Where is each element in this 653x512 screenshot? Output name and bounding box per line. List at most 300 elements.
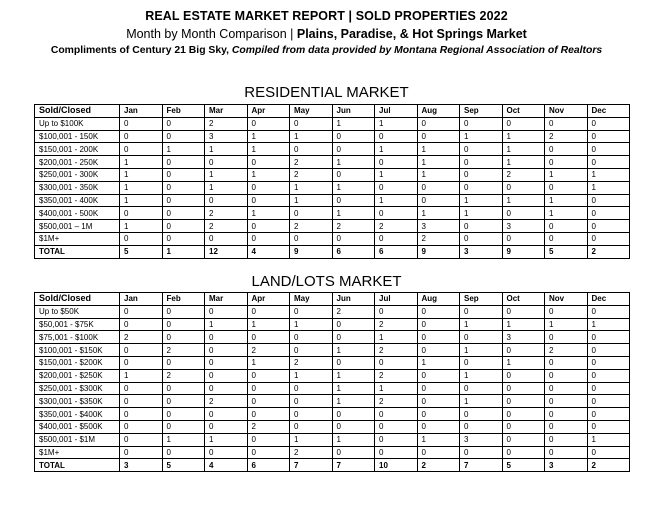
table-row <box>35 220 630 233</box>
value-cell: 1 <box>545 168 588 181</box>
value-cell: 0 <box>120 408 163 421</box>
value-cell: 0 <box>460 420 503 433</box>
value-cell: 1 <box>120 156 163 169</box>
table-row <box>35 156 630 169</box>
value-cell: 0 <box>587 408 630 421</box>
value-cell: 0 <box>205 344 248 357</box>
value-cell: 0 <box>460 220 503 233</box>
value-cell: 1 <box>417 433 460 446</box>
value-cell: 0 <box>587 143 630 156</box>
value-cell: 0 <box>545 232 588 245</box>
value-cell: 1 <box>545 318 588 331</box>
value-cell: 0 <box>247 232 290 245</box>
value-cell: Aug <box>417 105 460 118</box>
value-cell: 0 <box>120 356 163 369</box>
value-cell: 1 <box>332 181 375 194</box>
value-cell: 2 <box>332 220 375 233</box>
value-cell: 0 <box>332 446 375 459</box>
table-row <box>35 369 630 382</box>
table-row <box>35 446 630 459</box>
table-row <box>35 356 630 369</box>
value-cell: 7 <box>290 459 333 472</box>
value-cell: 0 <box>120 305 163 318</box>
value-cell: 0 <box>205 305 248 318</box>
value-cell: 5 <box>545 245 588 258</box>
value-cell: 0 <box>460 168 503 181</box>
value-cell: 3 <box>205 130 248 143</box>
value-cell: 0 <box>332 194 375 207</box>
value-cell: Apr <box>247 105 290 118</box>
value-cell: 0 <box>162 356 205 369</box>
value-cell: 2 <box>375 395 418 408</box>
value-cell: 0 <box>290 331 333 344</box>
value-cell: 5 <box>120 245 163 258</box>
table-row <box>35 117 630 130</box>
value-cell: 1 <box>545 194 588 207</box>
credit-source: Compiled from data provided by Montana Regional Association of Realtors <box>231 45 603 56</box>
value-cell: 2 <box>205 395 248 408</box>
value-cell: 5 <box>502 459 545 472</box>
row-label-cell: $1M+ <box>35 446 120 459</box>
row-label-cell: $500,001 – 1M <box>35 220 120 233</box>
value-cell: 2 <box>290 168 333 181</box>
value-cell: 0 <box>545 420 588 433</box>
value-cell: 0 <box>120 395 163 408</box>
table-row <box>35 395 630 408</box>
value-cell: 1 <box>332 207 375 220</box>
value-cell: 1 <box>502 194 545 207</box>
value-cell: 1 <box>162 245 205 258</box>
value-cell: 0 <box>332 318 375 331</box>
value-cell: 1 <box>375 117 418 130</box>
value-cell: 0 <box>417 318 460 331</box>
value-cell: 1 <box>247 130 290 143</box>
value-cell: 0 <box>587 220 630 233</box>
value-cell: 0 <box>120 420 163 433</box>
value-cell: 2 <box>162 369 205 382</box>
value-cell: 9 <box>502 245 545 258</box>
value-cell: 0 <box>162 130 205 143</box>
value-cell: 0 <box>460 156 503 169</box>
value-cell: 2 <box>375 318 418 331</box>
value-cell: 0 <box>205 156 248 169</box>
value-cell: 0 <box>545 331 588 344</box>
value-cell: Jan <box>120 105 163 118</box>
report-title: REAL ESTATE MARKET REPORT | SOLD PROPERTIES 2022 <box>145 9 508 23</box>
residential-table <box>34 104 630 259</box>
value-cell: 1 <box>502 318 545 331</box>
value-cell: 2 <box>375 369 418 382</box>
header-row <box>35 293 630 306</box>
value-cell: 0 <box>332 143 375 156</box>
row-label-cell: $100,001 - 150K <box>35 130 120 143</box>
value-cell: 2 <box>162 344 205 357</box>
value-cell: 1 <box>417 143 460 156</box>
value-cell: Jul <box>375 293 418 306</box>
value-cell: 0 <box>417 130 460 143</box>
value-cell: 0 <box>545 156 588 169</box>
value-cell: 12 <box>205 245 248 258</box>
row-label-cell: $400,001 - $500K <box>35 420 120 433</box>
table-row <box>35 408 630 421</box>
value-cell: 0 <box>332 331 375 344</box>
value-cell: 0 <box>417 344 460 357</box>
table-row <box>35 207 630 220</box>
value-cell: 0 <box>417 446 460 459</box>
value-cell: 2 <box>375 220 418 233</box>
land-section-title: LAND/LOTS MARKET <box>251 273 402 290</box>
value-cell: 0 <box>417 369 460 382</box>
table-row <box>35 344 630 357</box>
row-label-cell: TOTAL <box>35 245 120 258</box>
value-cell: 2 <box>205 117 248 130</box>
value-cell: 0 <box>502 433 545 446</box>
value-cell: 3 <box>417 220 460 233</box>
value-cell: 0 <box>502 395 545 408</box>
row-label-cell: $1M+ <box>35 232 120 245</box>
value-cell: 1 <box>460 207 503 220</box>
value-cell: 1 <box>417 207 460 220</box>
row-label-cell: $150,001 - $200K <box>35 356 120 369</box>
value-cell: 0 <box>247 117 290 130</box>
value-cell: 0 <box>162 420 205 433</box>
value-cell: 0 <box>247 156 290 169</box>
table-row <box>35 143 630 156</box>
value-cell: 0 <box>162 194 205 207</box>
value-cell: 3 <box>545 459 588 472</box>
value-cell: 0 <box>545 433 588 446</box>
value-cell: Oct <box>502 105 545 118</box>
value-cell: 1 <box>290 194 333 207</box>
value-cell: Apr <box>247 293 290 306</box>
value-cell: 1 <box>375 143 418 156</box>
value-cell: 2 <box>290 446 333 459</box>
value-cell: 1 <box>375 168 418 181</box>
value-cell: 0 <box>332 356 375 369</box>
value-cell: 0 <box>162 382 205 395</box>
value-cell: 0 <box>162 446 205 459</box>
table-row <box>35 130 630 143</box>
value-cell: 0 <box>460 408 503 421</box>
report-credit <box>0 45 653 56</box>
row-label-cell: $500,001 - $1M <box>35 433 120 446</box>
value-cell: Sep <box>460 105 503 118</box>
value-cell: 0 <box>332 408 375 421</box>
row-label-cell: $75,001 - $100K <box>35 331 120 344</box>
value-cell: 1 <box>247 168 290 181</box>
value-cell: 0 <box>162 232 205 245</box>
value-cell: 1 <box>290 433 333 446</box>
value-cell: 1 <box>162 143 205 156</box>
table-row <box>35 168 630 181</box>
row-label-cell: $100,001 - $150K <box>35 344 120 357</box>
value-cell: 9 <box>290 245 333 258</box>
value-cell: 1 <box>417 156 460 169</box>
value-cell: 1 <box>332 117 375 130</box>
value-cell: 0 <box>375 356 418 369</box>
value-cell: 0 <box>545 305 588 318</box>
value-cell: 1 <box>502 356 545 369</box>
value-cell: 0 <box>587 420 630 433</box>
value-cell: 2 <box>587 459 630 472</box>
value-cell: 0 <box>120 433 163 446</box>
value-cell: 0 <box>502 408 545 421</box>
value-cell: 0 <box>587 369 630 382</box>
value-cell: 0 <box>247 331 290 344</box>
table-row <box>35 194 630 207</box>
table-row <box>35 433 630 446</box>
total-row <box>35 245 630 258</box>
value-cell: 0 <box>502 207 545 220</box>
value-cell: 0 <box>375 156 418 169</box>
value-cell: 0 <box>205 420 248 433</box>
value-cell: Mar <box>205 293 248 306</box>
value-cell: Dec <box>587 105 630 118</box>
table-row <box>35 232 630 245</box>
value-cell: 0 <box>247 382 290 395</box>
value-cell: 1 <box>587 433 630 446</box>
value-cell: 1 <box>332 433 375 446</box>
value-cell: 1 <box>290 369 333 382</box>
value-cell: 4 <box>205 459 248 472</box>
value-cell: 0 <box>417 181 460 194</box>
value-cell: 0 <box>120 344 163 357</box>
value-cell: 0 <box>502 420 545 433</box>
value-cell: 0 <box>162 331 205 344</box>
value-cell: 0 <box>375 130 418 143</box>
value-cell: 5 <box>162 459 205 472</box>
total-row <box>35 459 630 472</box>
value-cell: 1 <box>247 318 290 331</box>
value-cell: 2 <box>587 245 630 258</box>
value-cell: 1 <box>120 181 163 194</box>
value-cell: Jun <box>332 105 375 118</box>
value-cell: 0 <box>375 433 418 446</box>
value-cell: 0 <box>205 369 248 382</box>
value-cell: 0 <box>247 395 290 408</box>
value-cell: 6 <box>332 245 375 258</box>
value-cell: 0 <box>162 395 205 408</box>
row-label-cell: $300,001 - 350K <box>35 181 120 194</box>
value-cell: 1 <box>162 433 205 446</box>
value-cell: 0 <box>545 143 588 156</box>
value-cell: 0 <box>460 143 503 156</box>
value-cell: 0 <box>290 305 333 318</box>
value-cell: 0 <box>545 446 588 459</box>
table-row <box>35 420 630 433</box>
row-label-cell: Up to $100K <box>35 117 120 130</box>
value-cell: 2 <box>247 344 290 357</box>
value-cell: 1 <box>120 220 163 233</box>
value-cell: 1 <box>332 344 375 357</box>
value-cell: 0 <box>247 305 290 318</box>
value-cell: 0 <box>460 305 503 318</box>
value-cell: 1 <box>417 356 460 369</box>
value-cell: 3 <box>502 220 545 233</box>
value-cell: 1 <box>290 181 333 194</box>
value-cell: 0 <box>205 331 248 344</box>
value-cell: 0 <box>545 369 588 382</box>
row-label-cell: $250,001 - 300K <box>35 168 120 181</box>
value-cell: 1 <box>247 207 290 220</box>
value-cell: 2 <box>417 232 460 245</box>
value-cell: 1 <box>332 382 375 395</box>
value-cell: 0 <box>290 143 333 156</box>
value-cell: 0 <box>587 156 630 169</box>
value-cell: 0 <box>290 344 333 357</box>
value-cell: 0 <box>247 446 290 459</box>
value-cell: 0 <box>375 420 418 433</box>
value-cell: 1 <box>332 156 375 169</box>
value-cell: 0 <box>417 382 460 395</box>
table-row <box>35 318 630 331</box>
value-cell: 1 <box>290 130 333 143</box>
value-cell: 0 <box>502 181 545 194</box>
value-cell: 0 <box>290 382 333 395</box>
value-cell: Jul <box>375 105 418 118</box>
value-cell: 0 <box>205 232 248 245</box>
row-label-cell: $400,001 - 500K <box>35 207 120 220</box>
value-cell: 2 <box>247 420 290 433</box>
value-cell: 0 <box>417 395 460 408</box>
value-cell: 0 <box>290 395 333 408</box>
value-cell: 1 <box>120 194 163 207</box>
value-cell: 1 <box>460 130 503 143</box>
row-label-cell: $350,001 - 400K <box>35 194 120 207</box>
value-cell: Mar <box>205 105 248 118</box>
row-label-cell: $50,001 - $75K <box>35 318 120 331</box>
value-cell: 0 <box>587 446 630 459</box>
value-cell: 0 <box>247 433 290 446</box>
value-cell: 0 <box>417 408 460 421</box>
value-cell: 3 <box>120 459 163 472</box>
value-cell: 0 <box>587 356 630 369</box>
value-cell: 7 <box>460 459 503 472</box>
value-cell: 6 <box>375 245 418 258</box>
value-cell: Oct <box>502 293 545 306</box>
value-cell: 1 <box>460 395 503 408</box>
row-label-cell: $150,001 - 200K <box>35 143 120 156</box>
value-cell: 1 <box>120 369 163 382</box>
value-cell: 0 <box>332 168 375 181</box>
value-cell: 1 <box>587 181 630 194</box>
value-cell: 1 <box>545 207 588 220</box>
value-cell: 1 <box>460 318 503 331</box>
value-cell: 0 <box>587 117 630 130</box>
table-row <box>35 331 630 344</box>
value-cell: 1 <box>205 168 248 181</box>
table-row <box>35 181 630 194</box>
value-cell: 2 <box>290 156 333 169</box>
value-cell: 0 <box>120 446 163 459</box>
value-cell: 0 <box>205 194 248 207</box>
value-cell: 1 <box>502 156 545 169</box>
value-cell: 1 <box>460 194 503 207</box>
table-row <box>35 382 630 395</box>
value-cell: 1 <box>120 168 163 181</box>
value-cell: 3 <box>502 331 545 344</box>
value-cell: Sep <box>460 293 503 306</box>
value-cell: 0 <box>290 232 333 245</box>
value-cell: 1 <box>332 395 375 408</box>
value-cell: 0 <box>417 420 460 433</box>
value-cell: 0 <box>120 143 163 156</box>
value-cell: 0 <box>545 382 588 395</box>
row-label-cell: $250,001 - $300K <box>35 382 120 395</box>
value-cell: 0 <box>587 232 630 245</box>
value-cell: Aug <box>417 293 460 306</box>
value-cell: 7 <box>332 459 375 472</box>
row-label-cell: $200,001 - 250K <box>35 156 120 169</box>
row-label-cell: Sold/Closed <box>35 105 120 118</box>
value-cell: 0 <box>162 207 205 220</box>
value-cell: Jun <box>332 293 375 306</box>
value-cell: 1 <box>587 168 630 181</box>
value-cell: 0 <box>375 446 418 459</box>
value-cell: 0 <box>162 181 205 194</box>
row-label-cell: $200,001 - $250K <box>35 369 120 382</box>
value-cell: 0 <box>502 369 545 382</box>
row-label-cell: Sold/Closed <box>35 293 120 306</box>
value-cell: 0 <box>162 117 205 130</box>
value-cell: Nov <box>545 293 588 306</box>
row-label-cell: TOTAL <box>35 459 120 472</box>
value-cell: 0 <box>290 408 333 421</box>
value-cell: Nov <box>545 105 588 118</box>
value-cell: 0 <box>120 207 163 220</box>
value-cell: 2 <box>205 207 248 220</box>
value-cell: 6 <box>247 459 290 472</box>
value-cell: 1 <box>205 318 248 331</box>
value-cell: 1 <box>332 369 375 382</box>
value-cell: 0 <box>162 318 205 331</box>
value-cell: 0 <box>162 220 205 233</box>
value-cell: 0 <box>545 356 588 369</box>
value-cell: 0 <box>460 181 503 194</box>
value-cell: 2 <box>502 168 545 181</box>
value-cell: 0 <box>417 117 460 130</box>
value-cell: 2 <box>290 356 333 369</box>
value-cell: 0 <box>545 395 588 408</box>
credit-prefix: Compliments of Century 21 Big Sky, <box>50 45 232 56</box>
table-row <box>35 305 630 318</box>
value-cell: 0 <box>460 331 503 344</box>
value-cell: 1 <box>205 181 248 194</box>
value-cell: May <box>290 293 333 306</box>
value-cell: 2 <box>417 459 460 472</box>
value-cell: 1 <box>375 331 418 344</box>
value-cell: 0 <box>120 130 163 143</box>
value-cell: 0 <box>332 420 375 433</box>
value-cell: 2 <box>332 305 375 318</box>
value-cell: 0 <box>587 395 630 408</box>
value-cell: 1 <box>587 318 630 331</box>
value-cell: 0 <box>545 408 588 421</box>
value-cell: 2 <box>290 220 333 233</box>
residential-section-title: RESIDENTIAL MARKET <box>244 84 409 101</box>
value-cell: 0 <box>162 156 205 169</box>
value-cell: 0 <box>120 318 163 331</box>
value-cell: 0 <box>247 220 290 233</box>
value-cell: 0 <box>545 117 588 130</box>
value-cell: 0 <box>545 181 588 194</box>
value-cell: 2 <box>205 220 248 233</box>
value-cell: 0 <box>460 446 503 459</box>
value-cell: 0 <box>290 420 333 433</box>
value-cell: 0 <box>502 305 545 318</box>
value-cell: 0 <box>375 232 418 245</box>
value-cell: 0 <box>162 168 205 181</box>
